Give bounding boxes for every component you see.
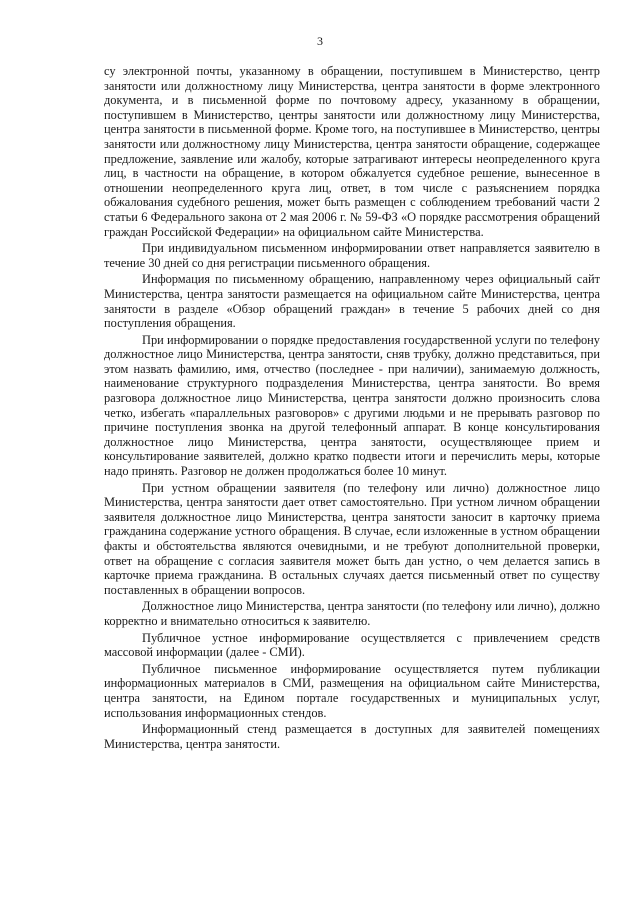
- paragraph-website-appeal: Информация по письменному обращению, направленному через официальный сайт Министерства, центра занятости размещается на официальном сайте Министерства, центра занятости в разделе «Обзор обращений граждан» в течение 5 рабочих дней со дня поступления обращения.: [104, 272, 600, 331]
- body-text: [104, 64, 600, 753]
- paragraph-information-stand: Информационный стенд размещается в доступных для заявителей помещениях Министерства, центра занятости.: [104, 722, 600, 751]
- paragraph-individual-written-informing: При индивидуальном письменном информировании ответ направляется заявителю в течение 30 дней со дня регистрации письменного обращения.: [104, 241, 600, 270]
- paragraph-public-written-informing: Публичное письменное информирование осуществляется путем публикации информационных материалов в СМИ, размещения на официальном сайте Министерства, центра занятости, на Едином портале государственных и муниципальных услуг, использования информационных стендов.: [104, 661, 600, 720]
- paragraph-public-oral-informing: Публичное устное информирование осуществляется с привлечением средств массовой информации (далее - СМИ).: [104, 630, 600, 660]
- paragraph-official-conduct: Должностное лицо Министерства, центра занятости (по телефону или лично), должно корректно и внимательно относиться к заявителю.: [104, 599, 600, 628]
- paragraph-email-reply-continuation: су электронной почты, указанному в обращении, поступившем в Министерство, центр занятости или должностному лицу Министерства, центра занятости в форме электронного документа, и в письменной форме по почтовому адресу, указанному в обращении, поступившем в Министерство, центры занятости или должностному лицу Министерства, центра занятости в письменной форме. Кроме того, на поступившее в Министерство, центры занятости или должностному лицу Министерства, центра занятости обращение, содержащее предложение, заявление или жалобу, которые затрагивают интересы неопределенного круга лиц, в частности на обращение, в котором обжалуется судебное решение, вынесенное в отношении неопределенного круга лиц, ответ, в том числе с разъяснением порядка обжалования судебного решения, может быть размещен с соблюдением требований части 2 статьи 6 Федерального закона от 2 мая 2006 г. № 59-ФЗ «О порядке рассмотрения обращений граждан Российской Федерации» на официальном сайте Министерства.: [104, 64, 600, 239]
- paragraph-oral-appeal: При устном обращении заявителя (по телефону или лично) должностное лицо Министерства, центра занятости дает ответ самостоятельно. При устном личном обращении заявителя должностное лицо Министерства, центра занятости заносит в карточку приема гражданина содержание устного обращения. В случае, если изложенные в устном обращении факты и обстоятельства являются очевидными, и не требуют дополнительной проверки, ответ на обращение с согласия заявителя может быть дан устно, о чем делается запись в карточке приема гражданина. В остальных случаях дается письменный ответ по существу поставленных в обращении вопросов.: [104, 480, 600, 597]
- page-number: 3: [317, 34, 323, 48]
- paragraph-phone-informing: При информировании о порядке предоставления государственной услуги по телефону должностное лицо Министерства, центра занятости, сняв трубку, должно представиться, при этом назвать фамилию, имя, отчество (последнее - при наличии), занимаемую должность, наименование структурного подразделения Министерства, центра занятости. Во время разговора должностное лицо Министерства, центра занятости должно произносить слова четко, избегать «параллельных разговоров» с другими людьми и не прерывать разговор по причине поступления звонка на другой телефонный аппарат. В конце консультирования должностное лицо Министерства, центра занятости, осуществляющее прием и консультирование заявителей, должно кратко подвести итоги и перечислить меры, которые надо принять. Разговор не должен продолжаться более 10 минут.: [104, 332, 600, 479]
